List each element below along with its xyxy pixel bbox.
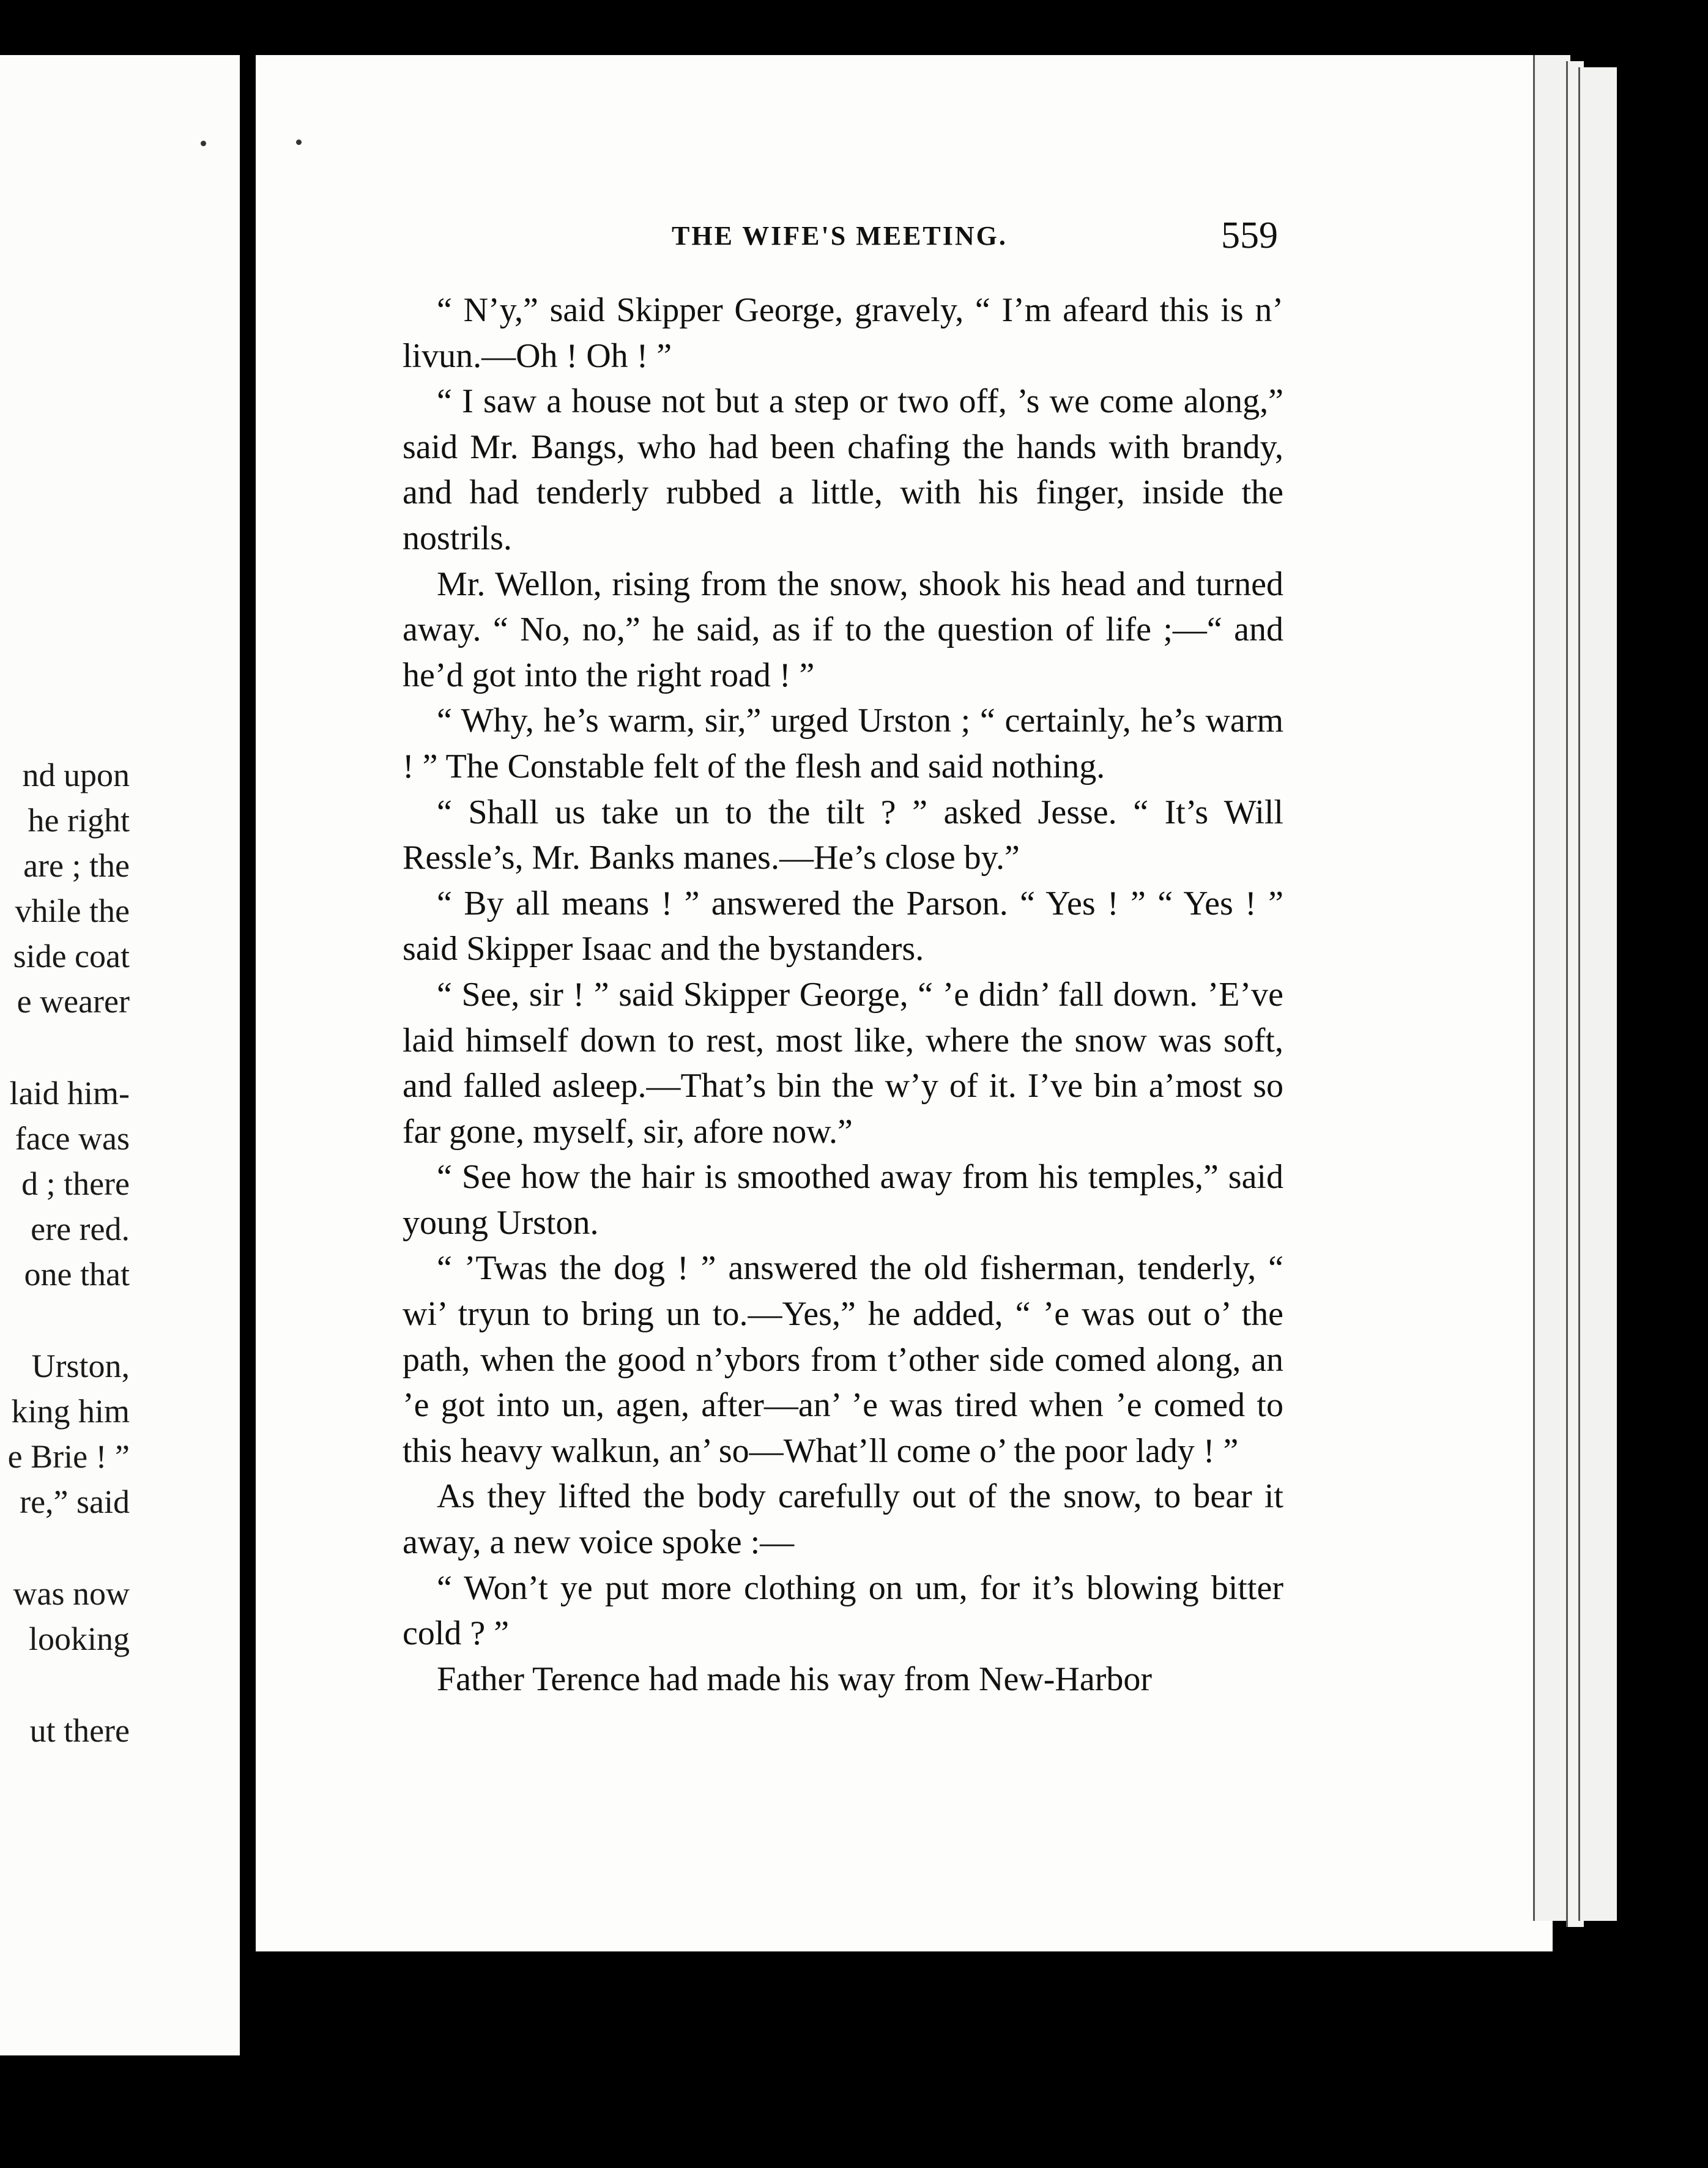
paragraph: “ N’y,” said Skipper George, gravely, “ I’m afeard this is n’ livun.—Oh ! Oh ! ” (403, 291, 1283, 375)
paragraph: Mr. Wellon, rising from the snow, shook his head and turned away. “ No, no,” he said, as if to the question of life ;—“ and he’d got into the right road ! ” (403, 565, 1283, 694)
ink-speck (201, 141, 206, 146)
left-line: face was (15, 1120, 130, 1157)
left-page (0, 55, 240, 2055)
paragraph: “ I saw a house not but a step or two off, ’s we come along,” said Mr. Bangs, who had been chafing the hands with brandy, and had tenderly rubbed a little, with his finger, inside the nostrils. (403, 382, 1283, 557)
left-line: he right (28, 802, 130, 839)
left-line: was now (13, 1575, 130, 1612)
left-line: ut there (29, 1712, 130, 1749)
paragraph: “ Why, he’s warm, sir,” urged Urston ; “ certainly, he’s warm ! ” The Constable felt of the flesh and said nothing. (403, 702, 1283, 785)
paragraph: “ See how the hair is smoothed away from his temples,” said young Urston. (403, 1158, 1283, 1242)
left-line: d ; there (21, 1165, 130, 1202)
left-line: ere red. (31, 1211, 130, 1247)
page-edge (1578, 67, 1617, 1921)
left-line: e wearer (17, 983, 130, 1020)
left-line: vhile the (15, 893, 130, 929)
paragraph: “ Shall us take un to the tilt ? ” asked Jesse. “ It’s Will Ressle’s, Mr. Banks manes.—He’s close by.” (403, 793, 1283, 877)
left-line: e Brie ! ” (7, 1438, 130, 1475)
left-line: nd upon (22, 757, 130, 793)
page-number: 559 (1221, 215, 1278, 256)
page-edge (1533, 55, 1570, 1921)
left-line: Urston, (31, 1348, 130, 1384)
paragraph: “ By all means ! ” answered the Parson. “ Yes ! ” “ Yes ! ” said Skipper Isaac and the bystanders. (403, 884, 1283, 968)
left-line: looking (28, 1620, 130, 1657)
body-text (403, 288, 1283, 1702)
left-line: are ; the (23, 847, 130, 884)
left-line: laid him- (9, 1075, 130, 1112)
left-line: one that (24, 1256, 130, 1293)
paragraph: “ ’Twas the dog ! ” answered the old fisherman, tenderly, “ wi’ tryun to bring un to.—Yes,” he added, “ ’e was out o’ the path, when the good n’ybors from t’other side comed along, an ’e got into un, agen, after—an’ ’e was tired when ’e comed to this heavy walkun, an’ so—What’ll come o’ the poor lady ! ” (403, 1249, 1283, 1470)
paragraph: “ Won’t ye put more clothing on um, for it’s blowing bitter cold ? ” (403, 1568, 1283, 1653)
paragraph: Father Terence had made his way from New-Harbor (437, 1660, 1153, 1698)
paragraph: “ See, sir ! ” said Skipper George, “ ’e didn’ fall down. ’E’ve laid himself down to rest, most like, where the snow was soft, and falled asleep.—That’s bin the w’y of it. I’ve bin a’most so far gone, myself, sir, afore now.” (403, 975, 1283, 1151)
paragraph: As they lifted the body carefully out of the snow, to bear it away, a new voice spoke :— (403, 1477, 1283, 1562)
left-line: re,” said (20, 1483, 130, 1520)
left-line: king him (11, 1393, 130, 1430)
running-header: THE WIFE'S MEETING. (672, 221, 1008, 251)
ink-speck (296, 139, 302, 145)
left-line: side coat (13, 938, 130, 974)
